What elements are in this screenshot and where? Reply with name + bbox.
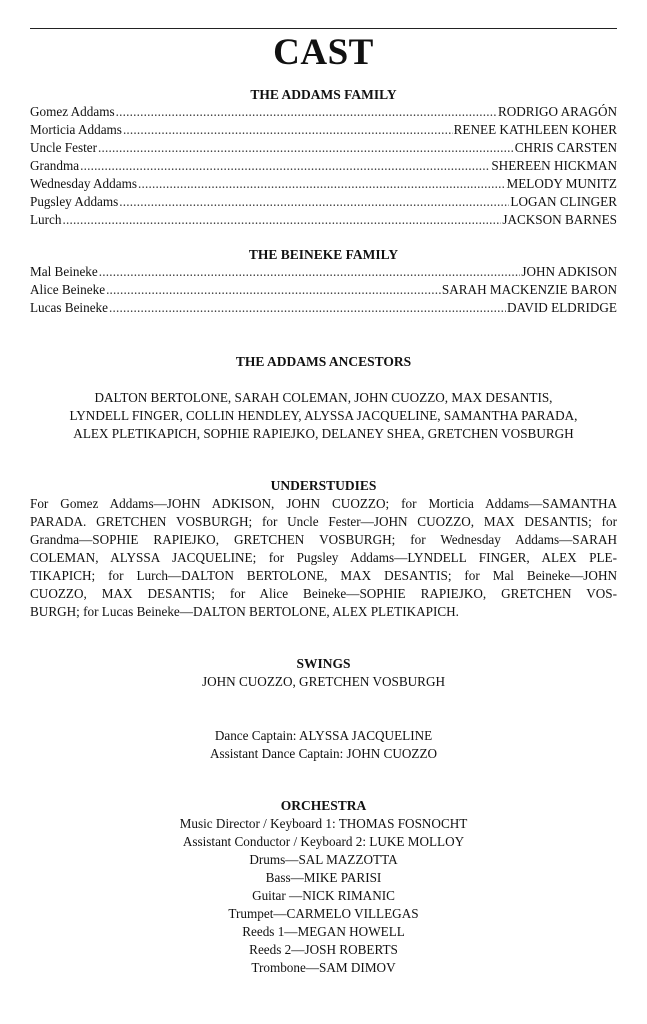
- ancestors-line: DALTON BERTOLONE, SARAH COLEMAN, JOHN CUOZZO, MAX DESANTIS,: [94, 390, 553, 405]
- role-line: [30, 175, 617, 193]
- role-line: [30, 139, 617, 157]
- dot-leader: [109, 299, 506, 317]
- actor-name: LOGAN CLINGER: [510, 194, 617, 209]
- role-name: Lurch: [30, 212, 62, 227]
- actor-name: DAVID ELDRIDGE: [506, 300, 617, 315]
- dot-leader: [119, 193, 509, 211]
- dot-leader: [99, 263, 521, 281]
- actor-name: SHEREEN HICKMAN: [491, 158, 617, 173]
- role-line: [30, 211, 617, 229]
- dot-leader: [123, 121, 453, 139]
- actor-name: JACKSON BARNES: [502, 212, 617, 227]
- actor-name: RODRIGO ARAGÓN: [497, 104, 617, 119]
- role-name: Morticia Addams: [30, 122, 122, 137]
- role-line: [30, 281, 617, 299]
- swings-list: [20, 673, 627, 691]
- actor-name: CHRIS CARSTEN: [514, 140, 617, 155]
- orchestra-member: Music Director / Keyboard 1: THOMAS FOSNOCHT: [179, 816, 468, 831]
- understudies-line: COLEMAN, ALYSSA JACQUELINE; for Pugsley Addams—LYNDELL FINGER, ALEX PLE-: [30, 550, 617, 565]
- role-line: [30, 103, 617, 121]
- addams-family-roles: [30, 103, 617, 229]
- dot-leader: [63, 211, 502, 229]
- role-name: Pugsley Addams: [30, 194, 119, 209]
- dance-captains: [20, 727, 627, 763]
- understudies-text: [30, 495, 617, 621]
- page-title: CAST: [273, 32, 374, 73]
- understudies-line: For Gomez Addams—JOHN ADKISON, JOHN CUOZZO; for Morticia Addams—SAMANTHA: [30, 496, 617, 511]
- understudies-line: BURGH; for Lucas Beineke—DALTON BERTOLONE, ALEX PLETIKAPICH.: [30, 604, 459, 619]
- role-line: [30, 193, 617, 211]
- actor-name: RENEE KATHLEEN KOHER: [453, 122, 617, 137]
- ancestors-line: ALEX PLETIKAPICH, SOPHIE RAPIEJKO, DELANEY SHEA, GRETCHEN VOSBURGH: [73, 426, 574, 441]
- orchestra-heading: ORCHESTRA: [280, 798, 367, 813]
- dance-captain: Dance Captain: ALYSSA JACQUELINE: [214, 728, 433, 743]
- role-name: Mal Beineke: [30, 264, 98, 279]
- top-rule: [30, 28, 617, 29]
- assistant-dance-captain: Assistant Dance Captain: JOHN CUOZZO: [209, 746, 438, 761]
- actor-name: MELODY MUNITZ: [506, 176, 617, 191]
- role-name: Alice Beineke: [30, 282, 106, 297]
- understudies-line: Grandma—SOPHIE RAPIEJKO, GRETCHEN VOSBURGH; for Wednesday Addams—SARAH: [30, 532, 617, 547]
- addams-family-heading: THE ADDAMS FAMILY: [250, 87, 397, 102]
- role-line: [30, 157, 617, 175]
- role-name: Lucas Beineke: [30, 300, 108, 315]
- dot-leader: [138, 175, 506, 193]
- orchestra-member: Trombone—SAM DIMOV: [251, 960, 396, 975]
- swings-names: JOHN CUOZZO, GRETCHEN VOSBURGH: [201, 674, 445, 689]
- dot-leader: [106, 281, 441, 299]
- orchestra-member: Trumpet—CARMELO VILLEGAS: [228, 906, 419, 921]
- beineke-family-heading: THE BEINEKE FAMILY: [248, 247, 399, 262]
- understudies-heading: UNDERSTUDIES: [270, 478, 377, 493]
- actor-name: SARAH MACKENZIE BARON: [441, 282, 617, 297]
- role-line: [30, 299, 617, 317]
- ancestors-list: [20, 389, 627, 443]
- orchestra-member: Bass—MIKE PARISI: [265, 870, 382, 885]
- role-line: [30, 263, 617, 281]
- orchestra-member: Guitar —NICK RIMANIC: [252, 888, 395, 903]
- dot-leader: [98, 139, 514, 157]
- understudies-line: CUOZZO, MAX DESANTIS; for Alice Beineke—SOPHIE RAPIEJKO, GRETCHEN VOS-: [30, 586, 617, 601]
- ancestors-heading: THE ADDAMS ANCESTORS: [235, 354, 412, 369]
- role-name: Wednesday Addams: [30, 176, 137, 191]
- actor-name: JOHN ADKISON: [521, 264, 617, 279]
- orchestra-member: Drums—SAL MAZZOTTA: [249, 852, 398, 867]
- role-line: [30, 121, 617, 139]
- orchestra-member: Reeds 2—JOSH ROBERTS: [249, 942, 398, 957]
- role-name: Uncle Fester: [30, 140, 98, 155]
- orchestra-list: [20, 815, 627, 977]
- dot-leader: [80, 157, 490, 175]
- role-name: Grandma: [30, 158, 80, 173]
- orchestra-member: Assistant Conductor / Keyboard 2: LUKE MOLLOY: [182, 834, 465, 849]
- dot-leader: [116, 103, 497, 121]
- orchestra-member: Reeds 1—MEGAN HOWELL: [242, 924, 405, 939]
- understudies-line: PARADA. GRETCHEN VOSBURGH; for Uncle Fester—JOHN CUOZZO, MAX DESANTIS; for: [30, 514, 617, 529]
- ancestors-line: LYNDELL FINGER, COLLIN HENDLEY, ALYSSA JACQUELINE, SAMANTHA PARADA,: [69, 408, 578, 423]
- role-name: Gomez Addams: [30, 104, 115, 119]
- understudies-line: TIKAPICH; for Lurch—DALTON BERTOLONE, MAX DESANTIS; for Mal Beineke—JOHN: [30, 568, 617, 583]
- swings-heading: SWINGS: [296, 656, 351, 671]
- beineke-family-roles: [30, 263, 617, 317]
